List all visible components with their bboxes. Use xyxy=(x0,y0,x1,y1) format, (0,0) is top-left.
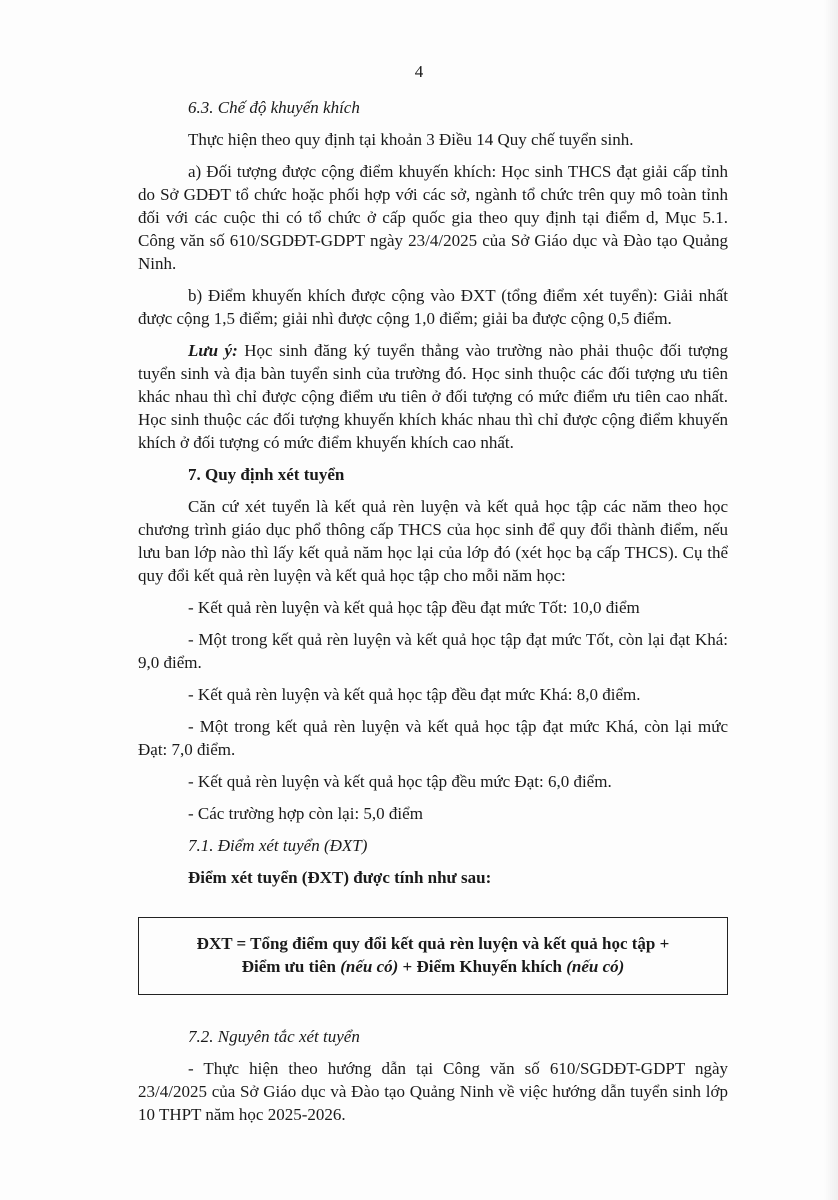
conversion-item: - Các trường hợp còn lại: 5,0 điểm xyxy=(188,804,423,823)
conversion-item: - Kết quả rèn luyện và kết quả học tập đều đạt mức Tốt: 10,0 điểm xyxy=(188,598,640,617)
section-6-3-para-b: b) Điểm khuyến khích được cộng vào ĐXT (tổng điểm xét tuyển): Giải nhất được cộng 1,5 điểm; giải nhì được cộng 1,0 điểm; giải ba được cộng 0,5 điểm. xyxy=(138,286,728,328)
section-6-3-intro: Thực hiện theo quy định tại khoản 3 Điều 14 Quy chế tuyển sinh. xyxy=(188,130,634,149)
section-7-intro: Căn cứ xét tuyển là kết quả rèn luyện và kết quả học tập các năm theo học chương trình giáo dục phổ thông cấp THCS của học sinh để quy đổi thành điểm, nếu lưu ban lớp nào thì lấy kết quả năm học lại của lớp đó (xét học bạ cấp THCS). Cụ thể quy đổi kết quả rèn luyện và kết quả học tập cho mỗi năm học: xyxy=(138,497,728,585)
formula-part: Điểm ưu tiên xyxy=(241,957,341,976)
note-label: Lưu ý: xyxy=(188,341,238,360)
formula-line-2 xyxy=(149,955,717,978)
formula-box xyxy=(138,917,728,995)
formula-part: + Điểm Khuyến khích xyxy=(398,957,567,976)
scan-edge-shadow xyxy=(824,0,838,1200)
formula-intro: Điểm xét tuyển (ĐXT) được tính như sau: xyxy=(188,868,492,887)
conversion-item: - Kết quả rèn luyện và kết quả học tập đều đạt mức Khá: 8,0 điểm. xyxy=(188,685,641,704)
section-6-3-heading: 6.3. Chế độ khuyến khích xyxy=(188,98,360,117)
page-number: 4 xyxy=(414,62,424,81)
formula-part-italic: (nếu có) xyxy=(566,957,625,976)
note-text: Học sinh đăng ký tuyển thẳng vào trường nào phải thuộc đối tượng tuyển sinh và địa bàn tuyển sinh của trường đó. Học sinh thuộc các đối tượng ưu tiên khác nhau thì chỉ được cộng điểm ưu tiên ở đối tượng có mức điểm ưu tiên cao nhất. Học sinh thuộc các đối tượng khuyến khích khác nhau thì chỉ được cộng điểm khuyến khích ở đối tượng có mức điểm khuyến khích cao nhất. xyxy=(138,341,729,452)
section-7-heading: 7. Quy định xét tuyển xyxy=(188,465,345,484)
section-7-1-heading: 7.1. Điểm xét tuyển (ĐXT) xyxy=(188,836,368,855)
section-6-3-note xyxy=(138,339,728,454)
formula-line-1: ĐXT = Tổng điểm quy đổi kết quả rèn luyện và kết quả học tập + xyxy=(196,934,670,953)
section-6-3-para-a: a) Đối tượng được cộng điểm khuyến khích: Học sinh THCS đạt giải cấp tỉnh do Sở GDĐT tổ chức hoặc phối hợp với các sở, ngành tổ chức trên quy mô toàn tỉnh đối với các cuộc thi có tổ chức ở cấp quốc gia theo quy định tại điểm d, Mục 5.1. Công văn số 610/SGDĐT-GDPT ngày 23/4/2025 của Sở Giáo dục và Đào tạo Quảng Ninh. xyxy=(138,162,728,273)
section-7-2-heading: 7.2. Nguyên tắc xét tuyển xyxy=(188,1027,360,1046)
conversion-item: - Một trong kết quả rèn luyện và kết quả học tập đạt mức Khá, còn lại mức Đạt: 7,0 điểm. xyxy=(138,717,728,759)
formula-part-italic: (nếu có) xyxy=(340,957,399,976)
document-body xyxy=(138,96,728,1135)
conversion-item: - Kết quả rèn luyện và kết quả học tập đều mức Đạt: 6,0 điểm. xyxy=(188,772,612,791)
conversion-item: - Một trong kết quả rèn luyện và kết quả học tập đạt mức Tốt, còn lại đạt Khá: 9,0 điểm. xyxy=(138,630,728,672)
section-7-2-para: - Thực hiện theo hướng dẫn tại Công văn số 610/SGDĐT-GDPT ngày 23/4/2025 của Sở Giáo dục và Đào tạo Quảng Ninh về việc hướng dẫn tuyển sinh lớp 10 THPT năm học 2025-2026. xyxy=(138,1059,728,1124)
